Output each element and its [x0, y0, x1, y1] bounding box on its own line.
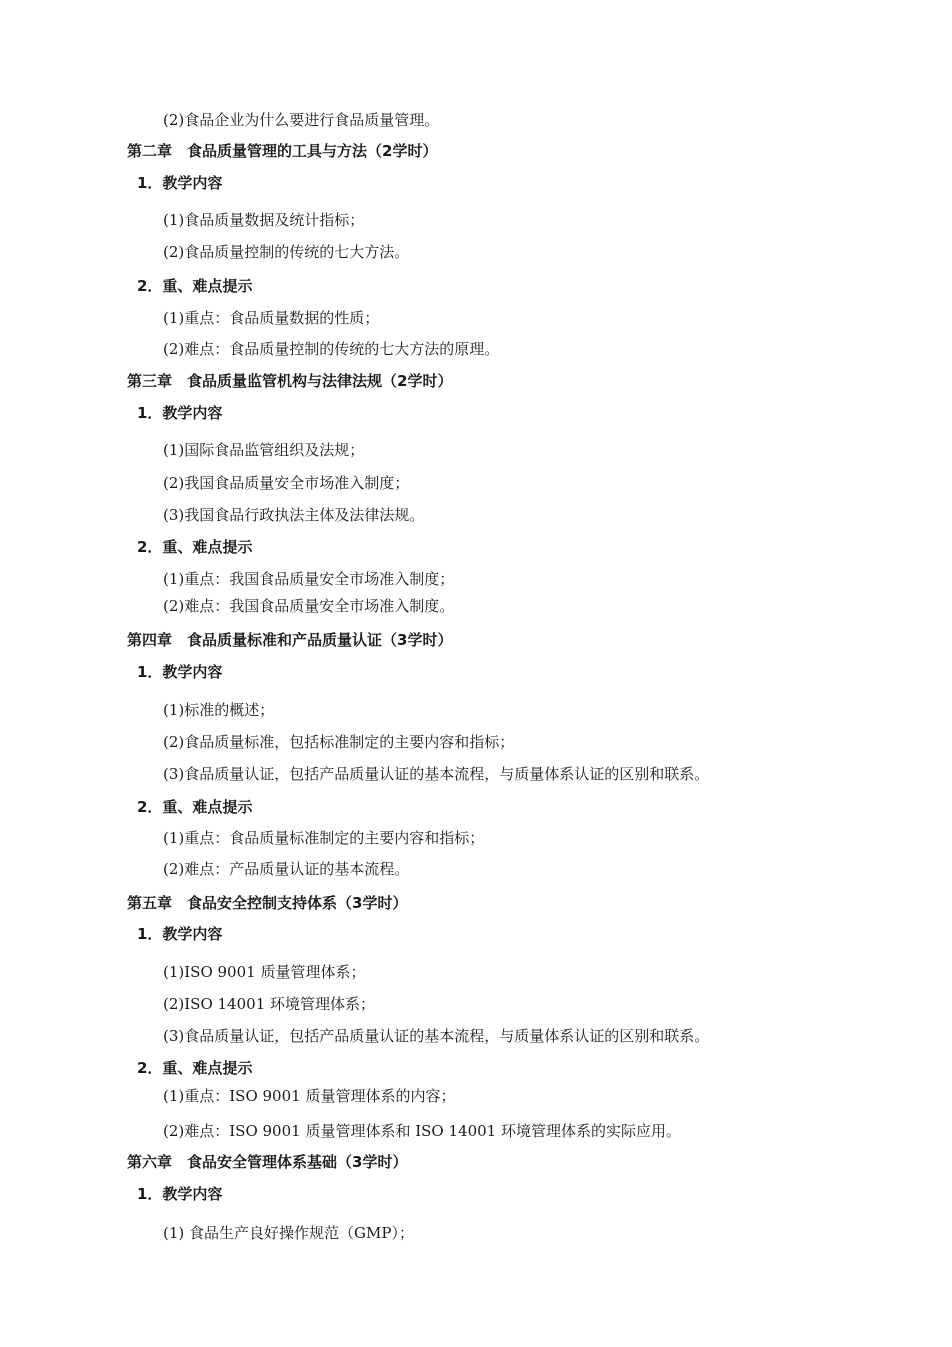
list-item: (1)重点：食品质量标准制定的主要内容和指标； [163, 829, 485, 847]
list-item: (2)食品质量标准，包括标准制定的主要内容和指标； [163, 733, 515, 751]
chapter-heading: 第三章 食品质量监管机构与法律法规（2学时） [127, 372, 453, 390]
section-heading: 2．重、难点提示 [137, 538, 253, 556]
list-item: (1)重点：ISO 9001 质量管理体系的内容； [163, 1087, 456, 1105]
list-item: (3)食品质量认证，包括产品质量认证的基本流程，与质量体系认证的区别和联系。 [163, 765, 710, 783]
section-heading: 1．教学内容 [137, 663, 223, 681]
section-heading: 1．教学内容 [137, 174, 223, 192]
list-item: (3)我国食品行政执法主体及法律法规。 [163, 506, 425, 524]
list-item: (1)重点：食品质量数据的性质； [163, 309, 380, 327]
list-item: (2)难点：ISO 9001 质量管理体系和 ISO 14001 环境管理体系的实际应用。 [163, 1122, 681, 1140]
list-item: (1)国际食品监管组织及法规； [163, 441, 365, 459]
section-heading: 2．重、难点提示 [137, 1059, 253, 1077]
list-item: (1)标准的概述； [163, 701, 275, 719]
chapter-heading: 第六章 食品安全管理体系基础（3学时） [127, 1153, 408, 1171]
section-heading: 2．重、难点提示 [137, 277, 253, 295]
list-item: (2)食品质量控制的传统的七大方法。 [163, 243, 410, 261]
list-item: (1) 食品生产良好操作规范（GMP）； [163, 1224, 414, 1242]
list-item: (2)难点：我国食品质量安全市场准入制度。 [163, 597, 455, 615]
chapter-heading: 第五章 食品安全控制支持体系（3学时） [127, 894, 408, 912]
list-item: (2)ISO 14001 环境管理体系； [163, 995, 376, 1013]
list-item: (1)重点：我国食品质量安全市场准入制度； [163, 570, 455, 588]
chapter-heading: 第二章 食品质量管理的工具与方法（2学时） [127, 142, 438, 160]
section-heading: 2．重、难点提示 [137, 798, 253, 816]
list-item: (2)我国食品质量安全市场准入制度； [163, 474, 410, 492]
list-item: (2)食品企业为什么要进行食品质量管理。 [163, 111, 440, 129]
section-heading: 1．教学内容 [137, 404, 223, 422]
section-heading: 1．教学内容 [137, 925, 223, 943]
list-item: (1)ISO 9001 质量管理体系； [163, 963, 366, 981]
list-item: (2)难点：食品质量控制的传统的七大方法的原理。 [163, 340, 500, 358]
list-item: (3)食品质量认证，包括产品质量认证的基本流程，与质量体系认证的区别和联系。 [163, 1027, 710, 1045]
list-item: (1)食品质量数据及统计指标； [163, 211, 365, 229]
list-item: (2)难点：产品质量认证的基本流程。 [163, 860, 410, 878]
section-heading: 1．教学内容 [137, 1185, 223, 1203]
chapter-heading: 第四章 食品质量标准和产品质量认证（3学时） [127, 631, 453, 649]
